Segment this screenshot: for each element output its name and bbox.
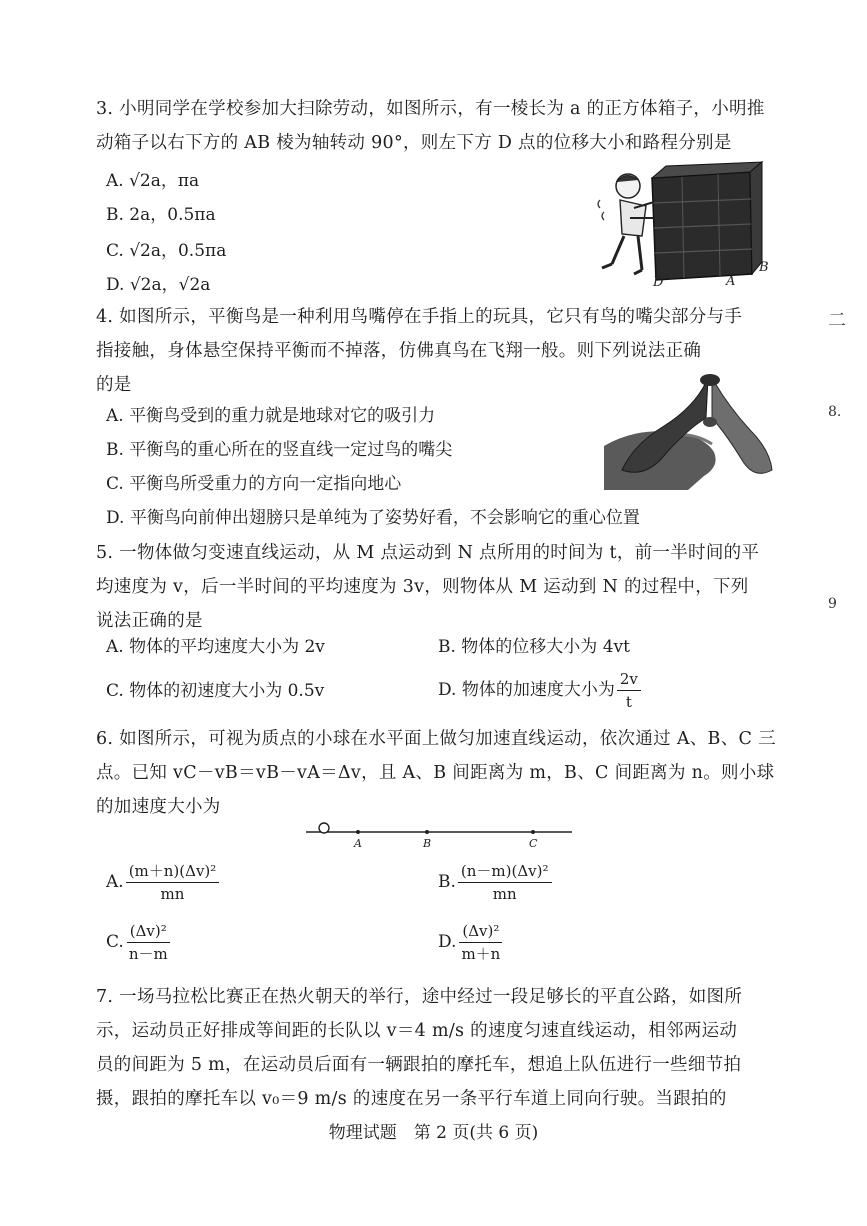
q7-stem-line-1: 7. 一场马拉松比赛正在热火朝天的举行，途中经过一段足够长的平直公路，如图所: [96, 987, 743, 1007]
q5-option-d-fraction: [617, 670, 641, 711]
q6-option-c-numerator: (Δv)²: [127, 922, 170, 943]
q6-option-d-numerator: (Δv)²: [459, 922, 502, 943]
q6-option-d-label: D.: [438, 932, 457, 952]
q6-option-b-fraction: [458, 862, 552, 903]
q7-stem-line-4: 摄，跟拍的摩托车以 v₀＝9 m/s 的速度在另一条平行车道上同向行驶。当跟拍的: [96, 1089, 727, 1109]
q5-stem-line-1: 5. 一物体做匀变速直线运动，从 M 点运动到 N 点所用的时间为 t，前一半时间的平: [96, 543, 760, 563]
q3-label-b: B: [759, 260, 769, 275]
q3-label-a: A: [726, 274, 736, 289]
question-6: [96, 722, 786, 824]
q4-option-b: B. 平衡鸟的重心所在的竖直线一定过鸟的嘴尖: [106, 440, 453, 460]
q4-stem-line-3: 的是: [96, 375, 132, 395]
q6-track-figure: [300, 820, 580, 850]
margin-mark-2: 8.: [828, 404, 842, 420]
q5-option-d-denominator: t: [625, 693, 632, 711]
q6-option-b-numerator: (n－m)(Δv)²: [458, 862, 552, 883]
q6-option-d-denominator: m＋n: [461, 945, 501, 963]
q6-option-b-denominator: mn: [492, 885, 517, 903]
q3-label-d: D: [653, 275, 664, 290]
question-7: [96, 980, 786, 1116]
q3-option-d: D. √2a，√2a: [106, 275, 211, 295]
q6-option-d-fraction: [458, 922, 503, 963]
margin-mark-1: 二: [828, 310, 846, 331]
q6-option-a: [106, 862, 219, 903]
q5-option-a: A. 物体的平均速度大小为 2v: [106, 637, 325, 657]
q6-option-d: [438, 922, 503, 963]
q3-stem-line-2: 动箱子以右下方的 AB 棱为轴转动 90°，则左下方 D 点的位移大小和路程分别是: [96, 133, 732, 153]
q6-option-a-numerator: (m＋n)(Δv)²: [126, 862, 220, 883]
q6-option-a-label: A.: [106, 872, 124, 892]
q6-option-b: [438, 862, 552, 903]
q5-option-d-text: D. 物体的加速度大小为: [438, 680, 615, 700]
q6-label-a: A: [354, 837, 362, 850]
q6-option-a-fraction: [126, 862, 220, 903]
question-3: [96, 92, 786, 160]
q6-option-c-denominator: n－m: [128, 945, 168, 963]
q3-stem-line-1: 3. 小明同学在学校参加大扫除劳动，如图所示，有一棱长为 a 的正方体箱子，小明推: [96, 99, 765, 119]
q4-stem-line-1: 4. 如图所示，平衡鸟是一种利用鸟嘴停在手指上的玩具，它只有鸟的嘴尖部分与手: [96, 307, 743, 327]
q7-stem-line-2: 示，运动员正好排成等间距的长队以 v＝4 m/s 的速度匀速直线运动，相邻两运动: [96, 1021, 738, 1041]
q3-box-figure: [590, 158, 780, 290]
q4-option-c: C. 平衡鸟所受重力的方向一定指向地心: [106, 474, 402, 494]
q7-stem-line-3: 员的间距为 5 m，在运动员后面有一辆跟拍的摩托车，想追上队伍进行一些细节拍: [96, 1055, 742, 1075]
q5-option-d: [438, 670, 641, 711]
q5-option-b: B. 物体的位移大小为 4vt: [438, 637, 630, 657]
q5-stem-line-3: 说法正确的是: [96, 611, 203, 631]
q6-label-b: B: [423, 837, 432, 850]
q5-option-d-numerator: 2v: [617, 670, 641, 691]
q5-option-c: C. 物体的初速度大小为 0.5v: [106, 681, 325, 701]
q6-option-c: [106, 922, 171, 963]
q6-stem-line-1: 6. 如图所示，可视为质点的小球在水平面上做匀加速直线运动，依次通过 A、B、C 三: [96, 729, 776, 749]
q6-ball: [319, 823, 329, 833]
margin-mark-3: 9: [828, 596, 837, 612]
q3-option-c: C. √2a，0.5πa: [106, 241, 227, 261]
q6-stem-line-2: 点。已知 vC－vB＝vB－vA＝Δv，且 A、B 间距离为 m，B、C 间距离为 n。则小球: [96, 763, 775, 783]
page-footer: 物理试题 第 2 页(共 6 页): [328, 1123, 539, 1143]
q6-option-b-label: B.: [438, 872, 456, 892]
q6-stem-line-3: 的加速度大小为: [96, 797, 221, 817]
q5-stem-line-2: 均速度为 v，后一半时间的平均速度为 3v，则物体从 M 运动到 N 的过程中，下列: [96, 577, 749, 597]
q4-stem-line-2: 指接触，身体悬空保持平衡而不掉落，仿佛真鸟在飞翔一般。则下列说法正确: [96, 341, 702, 361]
q3-option-b: B. 2a，0.5πa: [106, 205, 216, 225]
q6-option-a-denominator: mn: [160, 885, 185, 903]
q4-balance-bird-photo: [604, 366, 780, 490]
q6-label-c: C: [529, 837, 538, 850]
q4-option-a: A. 平衡鸟受到的重力就是地球对它的吸引力: [106, 406, 436, 426]
q3-option-a: A. √2a，πa: [106, 171, 200, 191]
q4-option-d: D. 平衡鸟向前伸出翅膀只是单纯为了姿势好看，不会影响它的重心位置: [106, 508, 640, 528]
question-5: [96, 536, 786, 638]
q6-option-c-fraction: [126, 922, 171, 963]
q6-option-c-label: C.: [106, 932, 124, 952]
